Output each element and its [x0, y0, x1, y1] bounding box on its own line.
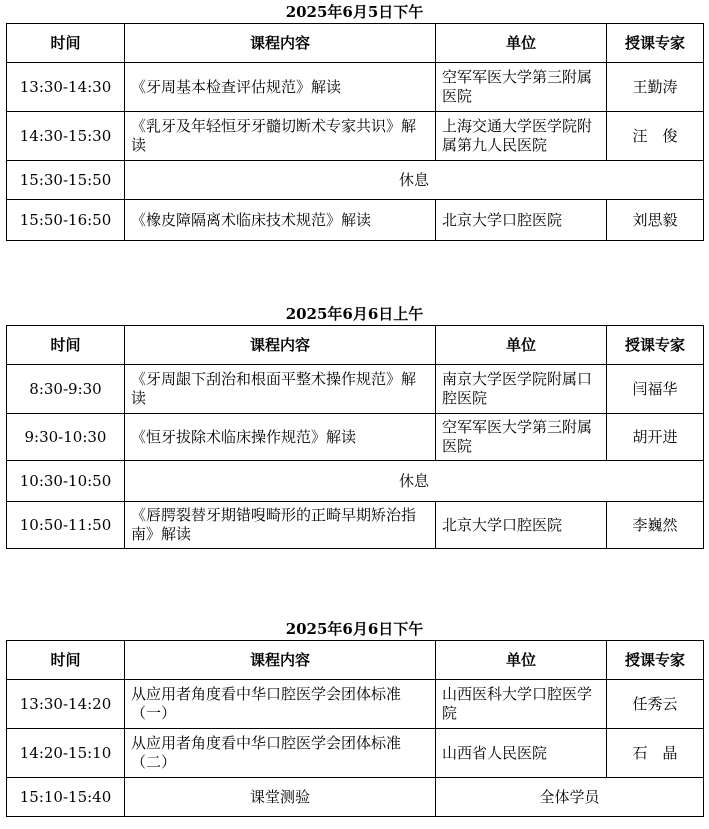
cell-unit: 山西省人民医院 — [436, 729, 607, 778]
table-row — [7, 200, 704, 241]
table-row — [7, 63, 704, 112]
cell-time: 14:20-15:10 — [7, 729, 125, 778]
cell-time: 15:50-16:50 — [7, 200, 125, 241]
cell-break: 休息 — [125, 461, 704, 502]
header-course: 课程内容 — [125, 326, 436, 365]
cell-course: 《唇腭裂替牙期错㖬畸形的正畸早期矫治指南》解读 — [125, 502, 436, 549]
cell-time: 13:30-14:20 — [7, 680, 125, 729]
header-unit: 单位 — [436, 24, 607, 63]
table-row-break — [7, 161, 704, 200]
table-row-break — [7, 461, 704, 502]
cell-unit: 北京大学口腔医院 — [436, 200, 607, 241]
cell-test: 课堂测验 — [125, 778, 436, 817]
schedule-section-1 — [6, 1, 703, 241]
header-unit: 单位 — [436, 326, 607, 365]
cell-expert: 闫福华 — [607, 365, 704, 414]
cell-unit: 上海交通大学医学院附属第九人民医院 — [436, 112, 607, 161]
cell-unit: 山西医科大学口腔医学院 — [436, 680, 607, 729]
header-time: 时间 — [7, 641, 125, 680]
cell-time: 15:30-15:50 — [7, 161, 125, 200]
cell-expert: 石 晶 — [607, 729, 704, 778]
cell-expert: 胡开进 — [607, 414, 704, 461]
header-expert: 授课专家 — [607, 326, 704, 365]
header-course: 课程内容 — [125, 641, 436, 680]
cell-time: 10:30-10:50 — [7, 461, 125, 502]
cell-expert: 王勤涛 — [607, 63, 704, 112]
section-title: 2025年6月6日上午 — [285, 305, 424, 323]
cell-time: 10:50-11:50 — [7, 502, 125, 549]
cell-course: 《乳牙及年轻恒牙牙髓切断术专家共识》解读 — [125, 112, 436, 161]
cell-course: 《橡皮障隔离术临床技术规范》解读 — [125, 200, 436, 241]
cell-expert: 李巍然 — [607, 502, 704, 549]
schedule-table — [6, 325, 704, 549]
schedule-section-2 — [6, 303, 703, 549]
cell-course: 《牙周龈下刮治和根面平整术操作规范》解读 — [125, 365, 436, 414]
cell-unit: 空军军医大学第三附属医院 — [436, 414, 607, 461]
table-row — [7, 414, 704, 461]
cell-time: 15:10-15:40 — [7, 778, 125, 817]
section-title: 2025年6月5日下午 — [285, 3, 424, 21]
cell-expert: 汪 俊 — [607, 112, 704, 161]
header-expert: 授课专家 — [607, 641, 704, 680]
table-row — [7, 680, 704, 729]
cell-time: 14:30-15:30 — [7, 112, 125, 161]
table-row — [7, 729, 704, 778]
cell-time: 8:30-9:30 — [7, 365, 125, 414]
cell-unit: 空军军医大学第三附属医院 — [436, 63, 607, 112]
schedule-table — [6, 640, 704, 817]
cell-course: 从应用者角度看中华口腔医学会团体标准（一） — [125, 680, 436, 729]
header-time: 时间 — [7, 326, 125, 365]
table-header-row — [7, 641, 704, 680]
schedule-section-3 — [6, 618, 703, 817]
cell-expert: 刘思毅 — [607, 200, 704, 241]
table-row — [7, 112, 704, 161]
section-title: 2025年6月6日下午 — [285, 620, 424, 638]
cell-expert: 任秀云 — [607, 680, 704, 729]
cell-unit: 南京大学医学院附属口腔医院 — [436, 365, 607, 414]
table-header-row — [7, 24, 704, 63]
table-row — [7, 778, 704, 817]
cell-course: 从应用者角度看中华口腔医学会团体标准（二） — [125, 729, 436, 778]
header-expert: 授课专家 — [607, 24, 704, 63]
header-unit: 单位 — [436, 641, 607, 680]
cell-time: 9:30-10:30 — [7, 414, 125, 461]
header-course: 课程内容 — [125, 24, 436, 63]
cell-unit: 北京大学口腔医院 — [436, 502, 607, 549]
cell-break: 休息 — [125, 161, 704, 200]
cell-time: 13:30-14:30 — [7, 63, 125, 112]
cell-audience: 全体学员 — [436, 778, 704, 817]
schedule-table — [6, 23, 704, 241]
table-row — [7, 502, 704, 549]
header-time: 时间 — [7, 24, 125, 63]
table-row — [7, 365, 704, 414]
cell-course: 《牙周基本检查评估规范》解读 — [125, 63, 436, 112]
cell-course: 《恒牙拔除术临床操作规范》解读 — [125, 414, 436, 461]
table-header-row — [7, 326, 704, 365]
